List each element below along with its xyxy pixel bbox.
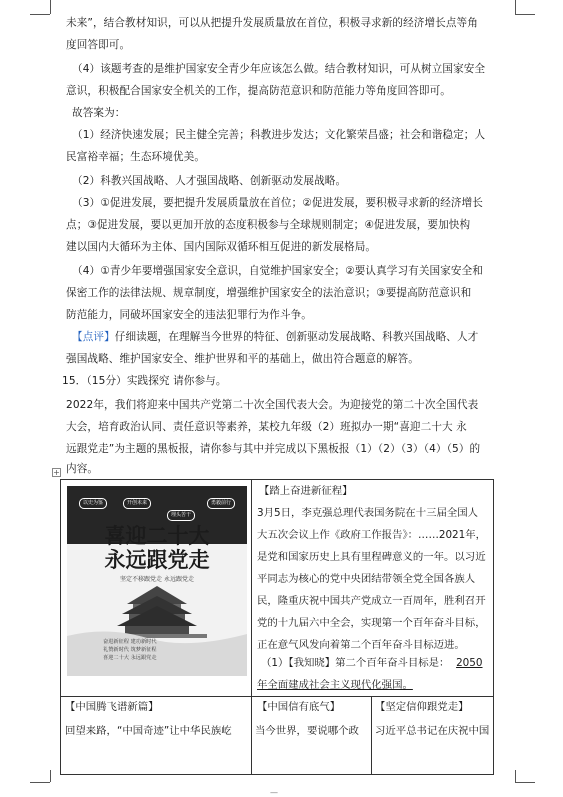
answer-value: 2050 bbox=[456, 657, 483, 669]
text-line: 故答案为： bbox=[72, 107, 126, 119]
crop-mark-bottom-left bbox=[30, 782, 50, 783]
poster-badge: 以史为鉴 bbox=[79, 498, 107, 509]
question-heading: 15．（15分）实践探究 请你参与。 bbox=[62, 375, 227, 387]
cell-line: 回望来路，“中国奇迹”让中华民族屹 bbox=[65, 725, 232, 737]
text-line: 2022年，我们将迎来中国共产党第二十次全国代表大会。为迎接党的第二十次全国代表 bbox=[66, 399, 479, 411]
cell-line: 当今世界，要说哪个政 bbox=[255, 725, 359, 737]
section-heading: 【中国腾飞谱新篇】 bbox=[65, 701, 159, 713]
text-line: 点；③促进发展，要以更加开放的态度积极参与全球规则制定；④促进发展，要加快构 bbox=[66, 219, 471, 231]
crop-mark-bottom-right-v bbox=[515, 770, 516, 782]
text-line: 内容。 bbox=[66, 463, 99, 475]
text-line: 保密工作的法律法规、规章制度，增强维护国家安全的法治意识；③要提高防范意识和 bbox=[66, 287, 472, 299]
answer-line bbox=[261, 656, 483, 670]
poster-subtitle: 坚定不移跟党走 永远跟党走 bbox=[120, 576, 194, 583]
poster-badge: 埋头苦干 bbox=[167, 510, 195, 521]
cell-line: 正在意气风发向着第二个百年奋斗目标迈进。 bbox=[257, 639, 465, 651]
cell-line: 民，隆重庆祝中国共产党成立一百周年，胜利召开 bbox=[257, 595, 486, 607]
section-heading: 【坚定信仰跟党走】 bbox=[375, 701, 469, 713]
text-line: （3）①促进发展，要把提升发展质量放在首位；②促进发展，要积极寻求新的经济增长 bbox=[72, 197, 484, 209]
text-line: 建以国内大循环为主体、国内国际双循环相互促进的新发展格局。 bbox=[66, 241, 377, 253]
text-line: 未来”，结合教材知识，可以从把提升发展质量放在首位，积极寻求新的经济增长点等角 bbox=[66, 17, 478, 29]
cell-line: 平同志为核心的党中央团结带领全党全国各族人 bbox=[257, 573, 476, 585]
poster-title-line2: 永远跟党走 bbox=[104, 547, 210, 572]
poster-small-line: 喜迎二十大 永远跟党走 bbox=[103, 655, 157, 661]
crop-mark-top-left-v bbox=[50, 0, 51, 14]
table-divider bbox=[61, 696, 493, 697]
crop-mark-bottom-left-v bbox=[50, 770, 51, 782]
poster-small-line: 礼赞新时代 筑梦新征程 bbox=[103, 647, 157, 653]
move-cross-icon[interactable]: + bbox=[53, 468, 60, 477]
text-line: 大会，培育政治认同、责任意识等素养，某校九年级（2）班拟办一期“喜迎二十大 永 bbox=[66, 421, 467, 433]
poster-title-line1: 喜迎二十大 bbox=[104, 523, 210, 548]
text-line: 民富裕幸福；生态环境优美。 bbox=[66, 151, 206, 163]
text-line: （2）科教兴国战略、人才强国战略、创新驱动发展战略。 bbox=[72, 175, 347, 187]
cell-line: 是党和国家历史上具有里程碑意义的一年。以习近 bbox=[257, 551, 486, 563]
section-heading: 【中国信有底气】 bbox=[257, 701, 341, 713]
cell-line: 党的十九届六中全会，实现第一个百年奋斗目标， bbox=[257, 617, 486, 629]
blackboard-table bbox=[60, 479, 494, 775]
text-line: 意识，积极配合国家安全机关的工作，提高防范意识和防范能力等角度回答即可。 bbox=[66, 85, 451, 97]
cell-line: 3月5日，李克强总理代表国务院在十三届全国人 bbox=[257, 507, 479, 519]
table-divider bbox=[371, 696, 372, 774]
comment-text: 仔细读题，在理解当今世界的特征、创新驱动发展战略、科教兴国战略、人才 bbox=[114, 331, 479, 343]
page-number-fragment: — bbox=[270, 788, 278, 797]
cell-line: 大五次会议上作《政府工作报告》：……2021年， bbox=[257, 529, 487, 541]
poster-image bbox=[67, 486, 247, 676]
comment-line bbox=[72, 330, 512, 344]
text-line: （1）经济快速发展；民主健全完善；科教进步发达；文化繁荣昌盛；社会和谐稳定；人 bbox=[72, 129, 486, 141]
poster-badge: 勇毅前行 bbox=[207, 498, 235, 509]
answer-label: （1）【我知晓】第二个百年奋斗目标是： bbox=[261, 657, 450, 669]
crop-mark-bottom-right bbox=[515, 782, 535, 783]
text-line: （4）该题考查的是维护国家安全青少年应该怎么做。结合教材知识，可从树立国家安全 bbox=[72, 63, 486, 75]
text-line: （4）①青少年要增强国家安全意识，自觉维护国家安全；②要认真学习有关国家安全和 bbox=[72, 265, 484, 277]
poster-badge: 开创未来 bbox=[123, 498, 151, 509]
crop-mark-top-right bbox=[515, 14, 535, 15]
text-line: 强国战略、维护国家安全、维护世界和平的基础上，做出符合题意的解答。 bbox=[66, 353, 419, 365]
table-divider bbox=[251, 480, 252, 696]
text-line: 远跟党走”为主题的黑板报，请你参与其中并完成以下黑板报（1）（2）（3）（4）（5）的 bbox=[66, 443, 481, 455]
cell-line: 习近平总书记在庆祝中国 bbox=[375, 725, 490, 737]
poster-small-line: 奋进新征程 建功新时代 bbox=[103, 639, 157, 645]
table-divider bbox=[251, 696, 252, 774]
comment-tag: 【点评】 bbox=[72, 331, 115, 343]
section-heading: 【踏上奋进新征程】 bbox=[259, 485, 353, 497]
answer-line2: 年全面建成社会主义现代化强国。 bbox=[257, 679, 413, 691]
text-line: 防范能力，同破坏国家安全的违法犯罪行为作斗争。 bbox=[66, 309, 312, 321]
text-line: 度回答即可。 bbox=[66, 39, 131, 51]
crop-mark-top-right-v bbox=[515, 0, 516, 14]
crop-mark-top-left bbox=[30, 14, 50, 15]
